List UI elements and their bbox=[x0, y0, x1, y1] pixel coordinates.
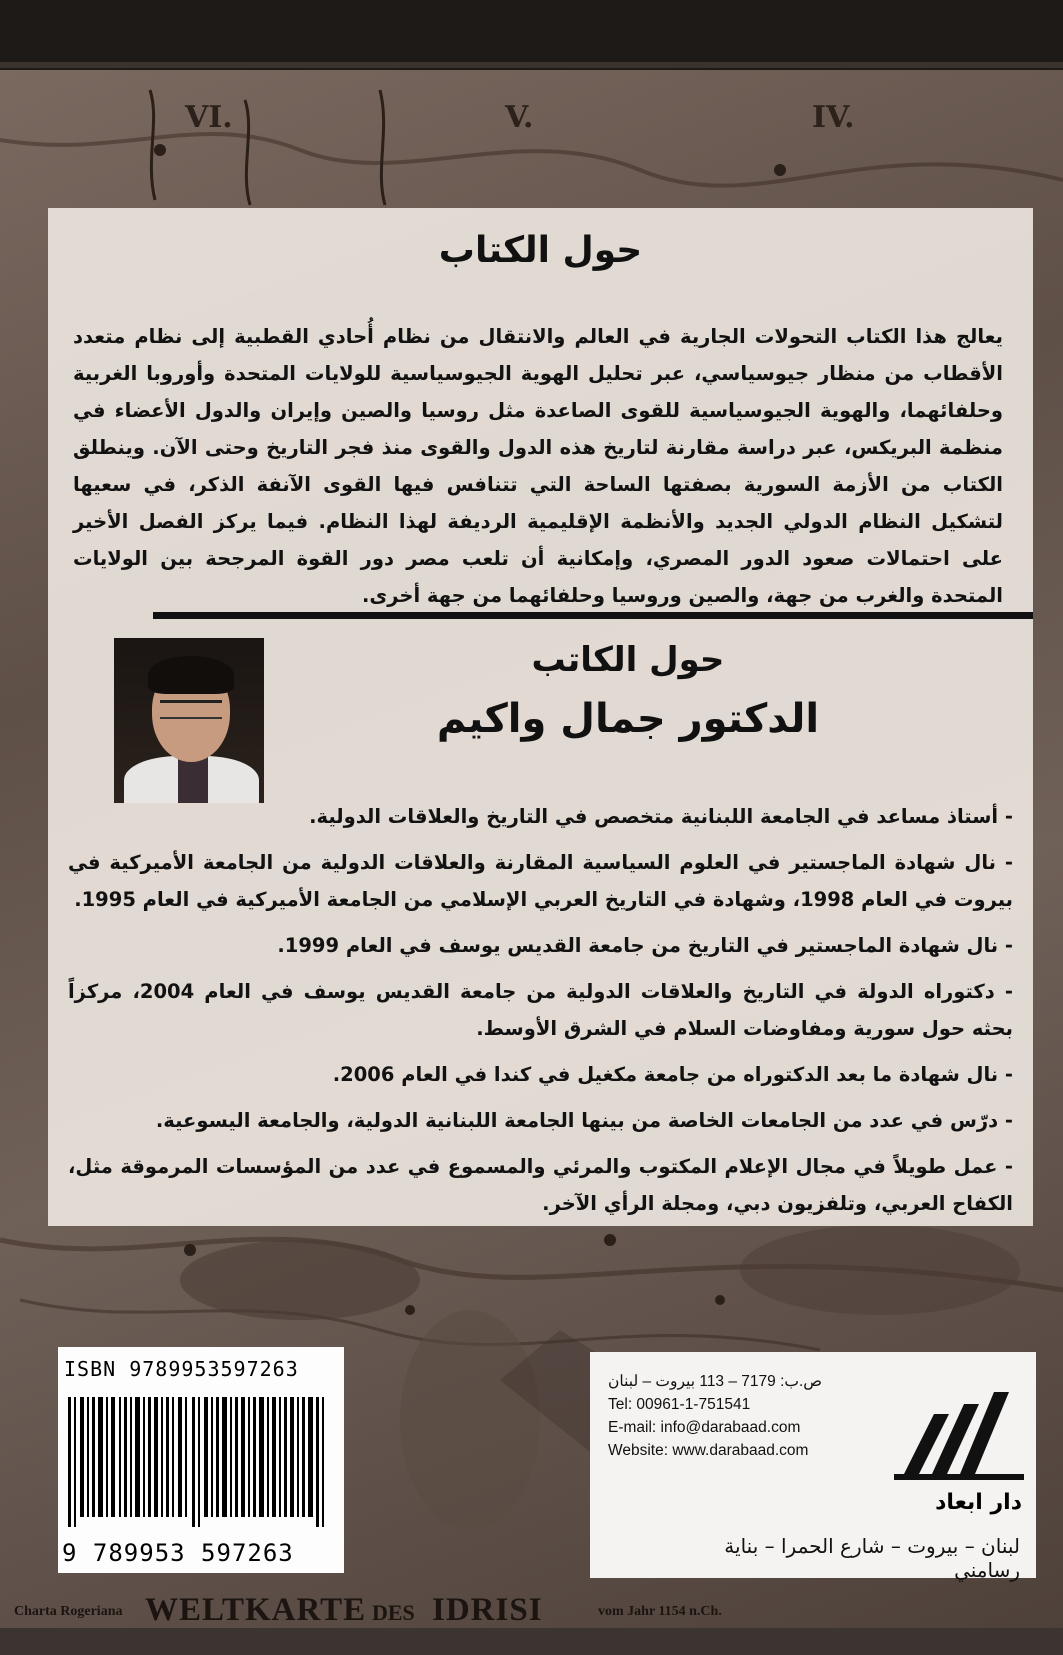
bottom-dark-band bbox=[0, 1628, 1063, 1655]
map-numeral-iv: IV. bbox=[812, 100, 855, 135]
publisher-website: Website: www.darabaad.com bbox=[608, 1442, 809, 1459]
barcode-bars bbox=[68, 1397, 328, 1527]
section-divider bbox=[153, 612, 1033, 619]
publisher-info-box bbox=[590, 1352, 1036, 1582]
bio-item: - نال شهادة الماجستير في العلوم السياسية المقارنة والعلاقات الدولية من الجامعة الأميركية في بيروت في العام 1998، وشهادة في التاريخ العربي الإسلامي من الجامعة الأميركية في العام 1995. bbox=[68, 851, 1013, 911]
barcode-label bbox=[58, 1347, 344, 1573]
publisher-logo-text: دار ابعاد bbox=[935, 1490, 1022, 1515]
map-numeral-vi: VI. bbox=[185, 100, 233, 135]
publisher-tel: Tel: 00961-1-751541 bbox=[608, 1396, 751, 1413]
publisher-logo-icon bbox=[894, 1374, 1024, 1484]
map-caption-title-1: WELTKARTE bbox=[145, 1592, 367, 1628]
isbn-number: ISBN 9789953597263 bbox=[64, 1357, 299, 1381]
map-caption-des: DES bbox=[372, 1600, 415, 1625]
publisher-email: E-mail: info@darabaad.com bbox=[608, 1419, 801, 1436]
bio-item: - نال شهادة الماجستير في التاريخ من جامعة القديس يوسف في العام 1999. bbox=[277, 934, 1013, 957]
bio-item: - دكتوراه الدولة في التاريخ والعلاقات الدولية من جامعة القديس يوسف في العام 2004، مركزاً بحثه حول سورية ومفاوضات السلام في الشرق الأوسط. bbox=[68, 980, 1013, 1040]
bio-item: - درّس في عدد من الجامعات الخاصة من بينها الجامعة اللبنانية الدولية، والجامعة اليسوعية. bbox=[155, 1109, 1013, 1132]
author-name: الدكتور جمال واكيم bbox=[436, 696, 820, 742]
bio-item: - أستاذ مساعد في الجامعة اللبنانية متخصص في التاريخ والعلاقات الدولية. bbox=[309, 805, 1013, 828]
about-book-heading: حول الكتاب bbox=[438, 230, 643, 271]
author-photo bbox=[114, 638, 264, 803]
bio-item: - نال شهادة ما بعد الدكتوراه من جامعة مكغيل في كندا في العام 2006. bbox=[332, 1063, 1013, 1086]
map-numeral-v: V. bbox=[505, 100, 534, 135]
top-dark-band bbox=[0, 0, 1063, 70]
bio-item: - عمل طويلاً في مجال الإعلام المكتوب والمرئي والمسموع في عدد من المؤسسات المرموقة مثل، الكفاح العربي، وتلفزيون دبي، ومجلة الرأي الآخر. bbox=[68, 1155, 1013, 1215]
map-caption-suffix: vom Jahr 1154 n.Ch. bbox=[598, 1604, 722, 1619]
about-author-heading: حول الكاتب bbox=[531, 640, 725, 680]
barcode-digits: 9 789953 597263 bbox=[62, 1539, 294, 1567]
text-panel bbox=[48, 208, 1033, 1226]
author-bio-list bbox=[68, 798, 1013, 1231]
about-book-text: يعالج هذا الكتاب التحولات الجارية في العالم والانتقال من نظام أُحادي القطبية إلى نظام متعدد الأقطاب من منظار جيوسياسي، عبر تحليل الهوية الجيوسياسية للولايات المتحدة وأوروبا الغربية وحلفائهما، والهوية الجيوسياسية للقوى الصاعدة مثل روسيا والصين وإيران والدول الأعضاء في منظمة البريكس، عبر دراسة مقارنة لتاريخ هذه الدول والقوى منذ فجر التاريخ وحتى الآن. وينطلق الكتاب من الأزمة السورية بصفتها الساحة التي تتنافس فيها القوى الآنفة الذكر، في سعيها لتشكيل النظام الدولي الجديد والأنظمة الإقليمية الرديفة لهذا النظام. فيما يركز الفصل الأخير على احتمالات صعود الدور المصري، وإمكانية أن تلعب مصر دور القوة المرجحة بين الولايات المتحدة والغرب من جهة، والصين وروسيا وحلفائهما من جهة أخرى. bbox=[73, 325, 1003, 607]
publisher-contact bbox=[608, 1370, 888, 1462]
map-caption-title-2: IDRISI bbox=[432, 1592, 543, 1628]
publisher-address: لبنان – بيروت – شارع الحمرا – بناية رسامني bbox=[724, 1534, 1020, 1582]
map-caption-prefix: Charta Rogeriana bbox=[14, 1604, 123, 1619]
publisher-pobox: ص.ب: 7179 – 113 بيروت – لبنان bbox=[608, 1373, 823, 1390]
